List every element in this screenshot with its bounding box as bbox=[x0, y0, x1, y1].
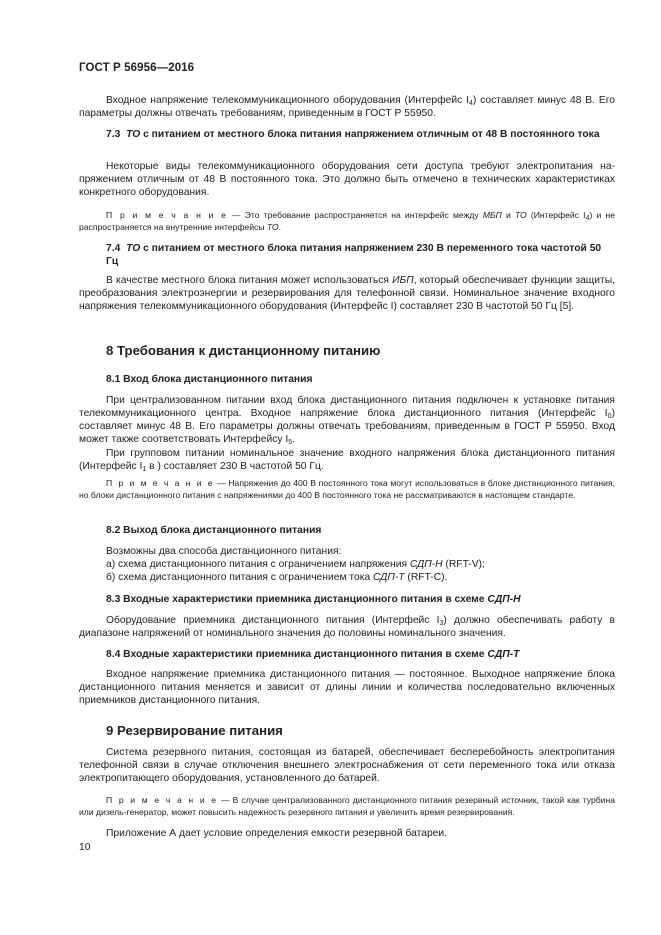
section-8-4-heading: 8.4 Входные характеристики приемника дистанционного питания в схеме СДП-Т bbox=[106, 649, 520, 660]
list-item-voltage-limit: а) схема дистанционного питания с ограничением напряжения СДП-Н (RFT-V); bbox=[106, 559, 485, 570]
paragraph-receiver-range: Оборудование приемника дистанционного питания (Интерфейс $I_3$) должно обеспечивать работу в диапазоне напряжений от номинального значения до половины номинального значения. bbox=[79, 615, 616, 639]
paragraph-centralized-power: При централизованном питании вход блока дистанционного питания подключен к установке питания телекоммуникационного центра. Входное напряжение блока дистанционного питания (Интерфейс $I_0$) составляет минус 48 В. Его параметры должны отвечать требованиям, приведенным в ГОСТ Р 55950. Вход может также соответствовать Интерфейсу $I_5$. bbox=[79, 395, 615, 446]
document-header: ГОСТ Р 56956—2016 bbox=[79, 62, 195, 74]
paragraph-ups: В качестве местного блока питания может использоваться ИБП, который обеспечивает функции защиты, преобразования электроэнергии и резервирования для телефонной связи. Номинальное значение входного напряжения телекоммуникационного оборудования (Интерфейс I) составляет 230 В частотой 50 Гц [5]. bbox=[79, 275, 615, 312]
note-backup-source: П р и м е ч а н и е — В случае централизованного дистанционного питания резервный источник, такой как турбина или дизель-генератор, может повысить надежность резервного питания и увеличить время резервирования. bbox=[79, 795, 615, 817]
section-8-2-heading: 8.2 Выход блока дистанционного питания bbox=[106, 525, 322, 536]
note-400v: П р и м е ч а н и е — Напряжения до 400 В постоянного тока могут использоваться в блоке дистанционного питания, но блоки дистанционного питания с напряжениями до 400 В постоянного тока не рассматриваются в настоящем стандарте. bbox=[79, 478, 615, 500]
paragraph-input-voltage: Входное напряжение телекоммуникационного оборудования (Интерфейс $I_4$) составляет минус 48 В. Его параметры должны отвечать требованиям, приведенным в ГОСТ Р 55950. bbox=[79, 95, 615, 119]
note-interface-mbp: П р и м е ч а н и е — Это требование распространяется на интерфейс между МБП и ТО (Интерфейс $I_4$) и не распространяется на внутренние интерфейсы ТО. bbox=[79, 210, 615, 232]
section-8-heading: 8 Требования к дистанционному питанию bbox=[106, 343, 381, 358]
section-8-3-heading: 8.3 Входные характеристики приемника дистанционного питания в схеме СДП-Н bbox=[106, 594, 521, 605]
list-item-current-limit: б) схема дистанционного питания с ограничением тока СДП-Т (RFT-C). bbox=[106, 572, 448, 583]
paragraph-group-power: При групповом питании номинальное значение входного напряжения блока дистанционного питания (Интерфейс $I_1$ в ) составляет 230 В частотой 50 Гц. bbox=[79, 448, 615, 473]
paragraph-backup-system: Система резервного питания, состоящая из батарей, обеспечивает бесперебойность электропитания телефонной связи в случае отключения внешнего электроснабжения от сети переменного тока или отказа электропитающего оборудования, установленного до батарей. bbox=[79, 747, 615, 784]
section-9-heading: 9 Резервирование питания bbox=[106, 723, 283, 738]
section-7-4-heading: 7.4 ТО с питанием от местного блока питания напряжением 230 В переменного тока частотой 50 Гц bbox=[106, 243, 602, 267]
paragraph-two-methods: Возможны два способа дистанционного питания: bbox=[106, 546, 342, 557]
paragraph-other-voltages: Некоторые виды телекоммуникационного оборудования сети доступа требуют электропитания напряжением отличным от 48 В постоянного тока. Это должно быть отмечено в технических характеристиках конкретного оборудования. bbox=[79, 161, 615, 198]
section-8-1-heading: 8.1 Вход блока дистанционного питания bbox=[106, 374, 313, 385]
paragraph-appendix-a: Приложение А дает условие определения емкости резервной батареи. bbox=[106, 828, 448, 839]
page-number: 10 bbox=[79, 842, 91, 853]
paragraph-receiver-dc: Входное напряжение приемника дистанционного питания — постоянное. Выходное напряжение блока дистанционного питания меняется и зависит от длины линии и количества последовательно включенных приемников дистанционного питания. bbox=[79, 669, 615, 706]
section-7-3-heading: 7.3 ТО с питанием от местного блока питания напряжением отличным от 48 В постоянного тока bbox=[106, 129, 600, 140]
